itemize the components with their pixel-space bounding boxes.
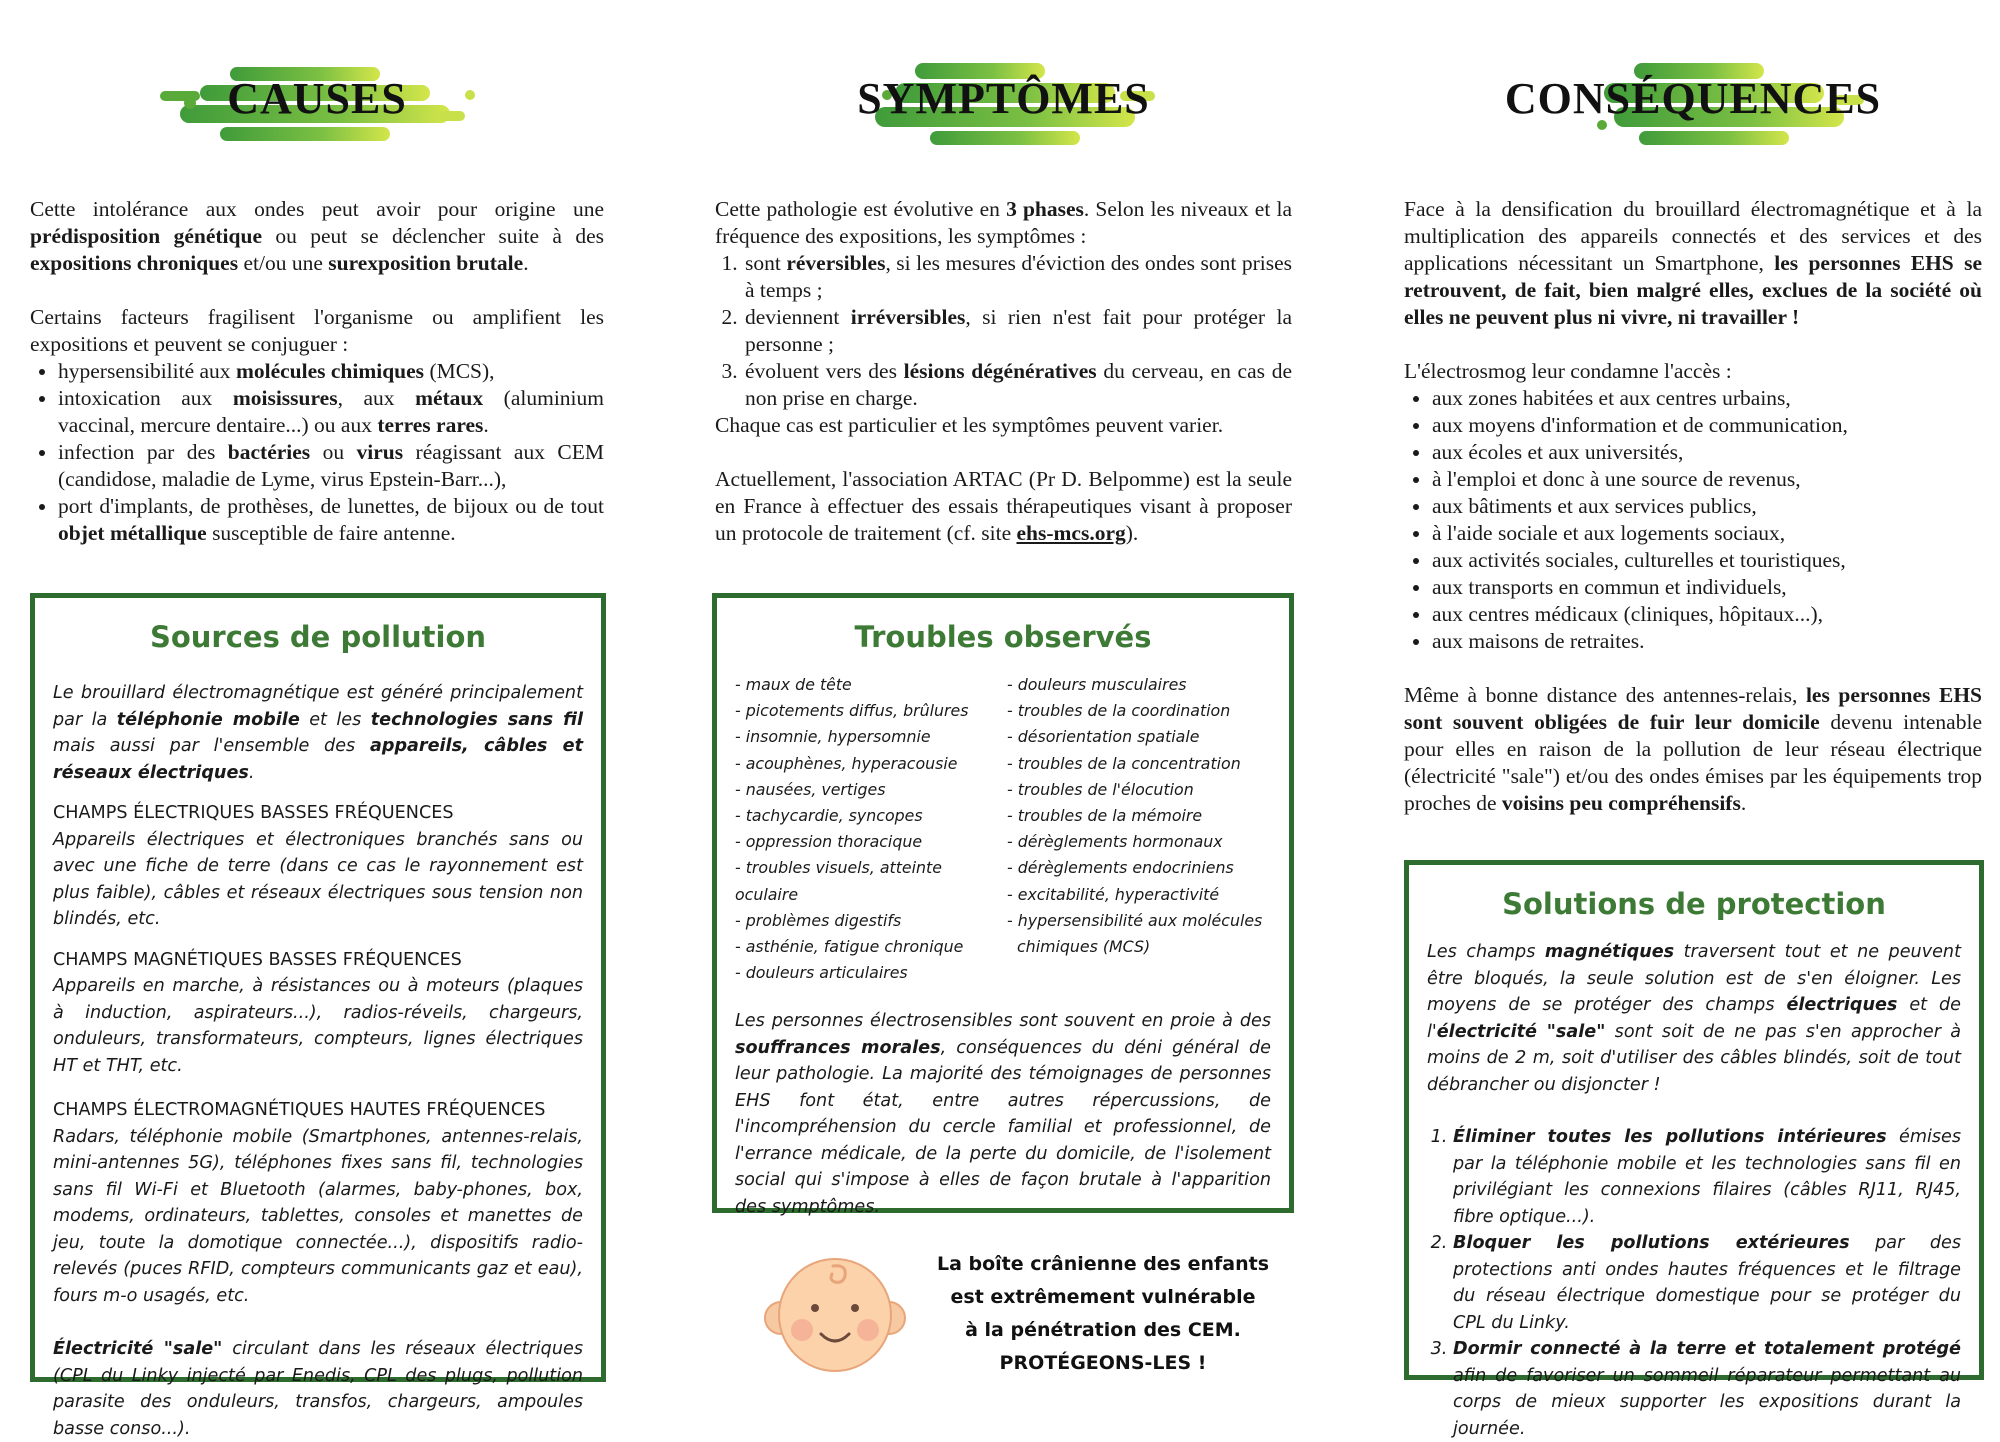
list-item: • aux zones habitées et aux centres urbains, xyxy=(1432,385,1982,412)
consequences-header xyxy=(1404,55,1982,155)
list-item: - troubles de la mémoire xyxy=(1007,806,1203,826)
list-item: - troubles visuels, atteinte oculaire xyxy=(735,858,942,904)
phases-list xyxy=(715,250,1292,412)
symptomes-title: SYMPTÔMES xyxy=(857,74,1150,123)
symptomes-header xyxy=(715,55,1292,155)
symptomes-body xyxy=(715,196,1292,547)
list-item: - troubles de la concentration xyxy=(1007,753,1241,773)
list-item: - excitabilité, hyperactivité xyxy=(1007,884,1220,904)
causes-body xyxy=(30,196,604,547)
sources-sections xyxy=(53,800,583,1309)
morale-text-wrap xyxy=(735,1008,1271,1220)
section-magnetic xyxy=(53,947,583,1080)
list-item: • à l'aide sociale et aux logements sociaux, xyxy=(1432,520,1982,547)
list-item: 2. deviennent irréversibles, si rien n'est fait pour protéger la personne ; xyxy=(743,304,1292,358)
flee-text: Même à bonne distance des antennes-relais, les personnes EHS sont souvent obligées de fuir leur domicile devenu intenable pour elles en raison de la pollution de leur réseau électrique (électricité "sale") et/ou des ondes émises par les équipements trop proches de voisins peu compréhensifs. xyxy=(1404,683,1982,815)
solutions-box xyxy=(1404,860,1984,1439)
list-item: - maux de tête xyxy=(735,675,852,694)
causes-intro: Cette intolérance aux ondes peut avoir pour origine une prédisposition génétique ou peut se déclencher suite à des expositions chroniques et/ou une surexposition brutale. xyxy=(30,197,604,275)
list-item: - acouphènes, hyperacousie xyxy=(735,753,958,773)
artac-text: Actuellement, l'association ARTAC (Pr D. Belpomme) est la seule en France à effectuer des essais thérapeutiques visant à proposer un protocole de traitement (cf. site ehs-mcs.org). xyxy=(715,467,1292,545)
sources-intro: Le brouillard électromagnétique est généré principalement par la téléphonie mobile et les technologies sans fil mais aussi par l'ensemble des appareils, câbles et réseaux électriques. xyxy=(53,683,584,783)
list-item: • hypersensibilité aux molécules chimiques (MCS), xyxy=(58,358,604,385)
factors-intro: Certains facteurs fragilisent l'organisme ou amplifient les expositions et peuvent se conjuguer : xyxy=(30,305,604,356)
causes-title: CAUSES xyxy=(227,74,407,123)
list-item: - problèmes digestifs xyxy=(735,910,902,930)
baby-message-line: à la pénétration des CEM. xyxy=(965,1319,1241,1341)
solutions-text xyxy=(1427,939,1961,1442)
list-item: - hypersensibilité aux molécules xyxy=(1007,910,1263,930)
list-item: - douleurs musculaires xyxy=(1007,675,1187,694)
section-electric xyxy=(53,800,583,933)
factors-list xyxy=(30,358,604,547)
baby-message xyxy=(933,1248,1273,1380)
section-head: CHAMPS ÉLECTRIQUES BASSES FRÉQUENCES xyxy=(53,803,454,823)
troubles-title: Troubles observés xyxy=(854,620,1152,654)
baby-message-line: PROTÉGEONS-LES ! xyxy=(999,1352,1207,1374)
list-item: • aux transports en commun et individuels, xyxy=(1432,574,1982,601)
solutions-intro: Les champs magnétiques traversent tout et ne peuvent être bloqués, la seule solution est de s'en éloigner. Les moyens de se protéger des champs électriques et de l'électricité "sale" sont soit de ne pas s'en approcher à moins de 2 m, soit d'utiliser des câbles blindés, soit de tout débrancher ou disjoncter ! xyxy=(1427,942,1962,1095)
list-item: • aux moyens d'information et de communication, xyxy=(1432,412,1982,439)
consequences-title: CONSÉQUENCES xyxy=(1504,74,1882,123)
list-item: - désorientation spatiale xyxy=(1007,727,1200,747)
list-item: • à l'emploi et donc à une source de revenus, xyxy=(1432,466,1982,493)
list-item: 1. sont réversibles, si les mesures d'éviction des ondes sont prises à temps ; xyxy=(743,250,1292,304)
dirty-electricity: Électricité "sale" circulant dans les réseaux électriques (CPL du Linky injecté par Enedis, CPL des plugs, pollution parasite des onduleurs, transfos, chargeurs, ampoules basse conso...). xyxy=(53,1339,583,1439)
sources-text xyxy=(53,680,583,1442)
list-item: • aux bâtiments et aux services publics, xyxy=(1432,493,1982,520)
access-list xyxy=(1404,385,1982,655)
list-item: - nausées, vertiges xyxy=(735,779,886,799)
symptomes-note: Chaque cas est particulier et les symptômes peuvent varier. xyxy=(715,413,1224,437)
list-item: • aux activités sociales, culturelles et touristiques, xyxy=(1432,547,1982,574)
solutions-title: Solutions de protection xyxy=(1502,887,1886,921)
symptomes-intro: Cette pathologie est évolutive en 3 phases. Selon les niveaux et la fréquence des expositions, les symptômes : xyxy=(715,197,1292,248)
consequences-intro: Face à la densification du brouillard électromagnétique et à la multiplication des appareils connectés et des services et des applications nécessitant un Smartphone, les personnes EHS se retrouvent, de fait, bien malgré elles, exclues de la société où elles ne peuvent plus ni vivre, ni travailler ! xyxy=(1404,197,1982,329)
list-item: - dérèglements hormonaux xyxy=(1007,832,1223,852)
troubles-box xyxy=(712,593,1294,1217)
section-head: CHAMPS MAGNÉTIQUES BASSES FRÉQUENCES xyxy=(53,949,462,970)
list-item: - picotements diffus, brûlures xyxy=(735,701,969,721)
list-item: - insomnie, hypersomnie xyxy=(735,727,931,747)
causes-header xyxy=(30,55,604,155)
list-item: 2. Bloquer les pollutions extérieures par des protections anti ondes hautes fréquences et le filtrage du réseau électrique domestique pour se protéger du CPL du Linky. xyxy=(1453,1230,1961,1336)
list-item: 1. Éliminer toutes les pollutions intérieures émises par la téléphonie mobile et les technologies sans fil en privilégiant les connexions filaires (câbles RJ11, RJ45, fibre optique...). xyxy=(1453,1124,1961,1230)
list-item: - dérèglements endocriniens xyxy=(1007,858,1234,878)
list-item: - tachycardie, syncopes xyxy=(735,806,923,826)
baby-message-line: est extrêmement vulnérable xyxy=(950,1286,1256,1308)
sources-box xyxy=(30,593,606,1439)
troubles-left-list xyxy=(735,672,1007,986)
list-item: - oppression thoracique xyxy=(735,832,923,852)
list-item: 3. Dormir connecté à la terre et totalement protégé afin de favoriser un sommeil réparateur permettant au corps de mieux supporter les expositions durant la journée. xyxy=(1453,1336,1961,1442)
sources-title: Sources de pollution xyxy=(149,620,487,654)
baby-face-icon xyxy=(755,1250,915,1380)
baby-illustration xyxy=(755,1250,915,1380)
list-item: • aux centres médicaux (cliniques, hôpitaux...), xyxy=(1432,601,1982,628)
troubles-right-list xyxy=(1007,672,1267,986)
list-item: 3. évoluent vers des lésions dégénératives du cerveau, en cas de non prise en charge. xyxy=(743,358,1292,412)
list-item: - troubles de l'élocution xyxy=(1007,779,1194,799)
section-text: Appareils en marche, à résistances ou à moteurs (plaques à induction, aspirateurs...), radios-réveils, chargeurs, onduleurs, transformateurs, compteurs, lignes électriques HT et THT, etc. xyxy=(53,976,583,1076)
list-item: - troubles de la coordination xyxy=(1007,701,1231,721)
solutions-steps xyxy=(1427,1124,1961,1442)
list-item: chimiques (MCS) xyxy=(1017,937,1151,957)
list-item: • infection par des bactéries ou virus réagissant aux CEM (candidose, maladie de Lyme, virus Epstein-Barr...), xyxy=(58,439,604,493)
section-hf xyxy=(53,1097,583,1309)
morale-text: Les personnes électrosensibles sont souvent en proie à des souffrances morales, conséquences du déni général de leur pathologie. La majorité des témoignages de personnes EHS font état, entre autres répercussions, de l'incompréhension du cercle familial et professionnel, de l'errance médicale, de la perte du domicile, de l'isolement social qui s'impose à elles de façon brutale à l'apparition des symptômes. xyxy=(735,1011,1271,1217)
section-text: Appareils électriques et électroniques branchés sans ou avec une fiche de terre (dans ce cas le rayonnement est plus faible), câbles et réseaux électriques sous tension non blindés, etc. xyxy=(53,829,583,929)
list-item: - douleurs articulaires xyxy=(735,963,908,983)
section-text: Radars, téléphonie mobile (Smartphones, antennes-relais, mini-antennes 5G), téléphones fixes sans fil, technologies sans fil Wi-Fi et Bluetooth (alarmes, baby-phones, box, modems, ordinateurs, tablettes, consoles et manettes de jeu, toute la domotique connectée...), dispositifs radio-relevés (puces RFID, compteurs communicants gaz et eau), fours m-o usagés, etc. xyxy=(53,1126,583,1306)
list-item: • port d'implants, de prothèses, de lunettes, de bijoux ou de tout objet métallique susceptible de faire antenne. xyxy=(58,493,604,547)
list-item: • aux maisons de retraites. xyxy=(1432,628,1982,655)
list-item: • intoxication aux moisissures, aux métaux (aluminium vaccinal, mercure dentaire...) ou aux terres rares. xyxy=(58,385,604,439)
list-item: - asthénie, fatigue chronique xyxy=(735,937,964,957)
section-head: CHAMPS ÉLECTROMAGNÉTIQUES HAUTES FRÉQUENCES xyxy=(53,1100,546,1120)
troubles-columns xyxy=(735,672,1271,986)
access-intro: L'électrosmog leur condamne l'accès : xyxy=(1404,359,1732,383)
consequences-body xyxy=(1404,196,1982,817)
baby-message-line: La boîte crânienne des enfants xyxy=(936,1253,1270,1275)
list-item: • aux écoles et aux universités, xyxy=(1432,439,1982,466)
